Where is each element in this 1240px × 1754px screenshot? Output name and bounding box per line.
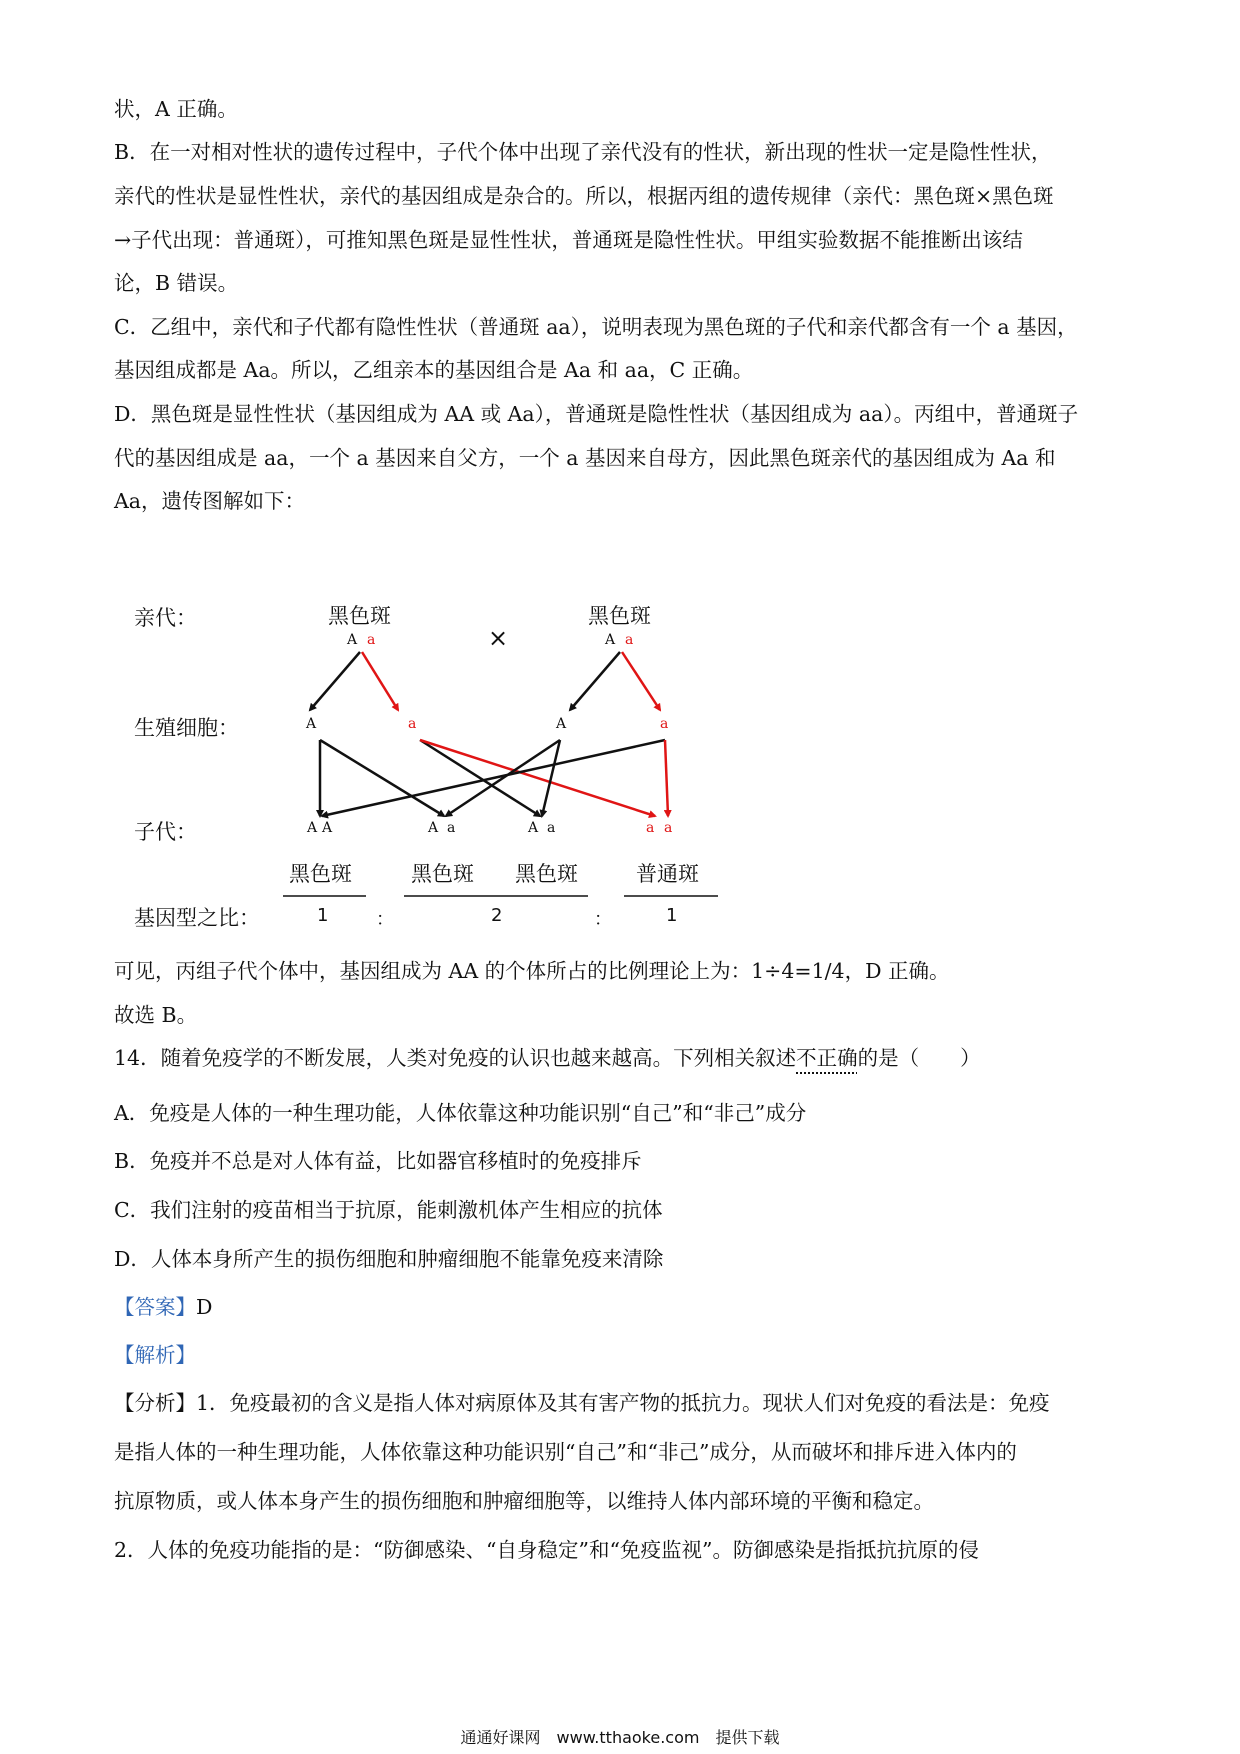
offspring-phenotype: 黑色斑 xyxy=(515,862,578,886)
paragraph-line: B．在一对相对性状的遗传过程中，子代个体中出现了亲代没有的性状，新出现的性状一定是隐性性状， xyxy=(114,140,1052,164)
arrow-a-aa-2 xyxy=(665,740,668,816)
arrow-A-Aa xyxy=(320,740,444,816)
offspring-phenotype: 普通斑 xyxy=(636,862,699,886)
offspring-allele: a xyxy=(664,820,673,836)
arrow-parent2-A xyxy=(570,652,620,710)
parent1-phenotype: 黑色斑 xyxy=(328,604,391,628)
analysis-label: 【解析】 xyxy=(114,1343,196,1367)
allele-A: A xyxy=(347,632,358,648)
arrow-parent2-a xyxy=(622,652,660,710)
gamete-A: A xyxy=(306,716,317,732)
question-stem xyxy=(114,1045,981,1071)
label-offspring: 子代： xyxy=(134,820,197,844)
offspring-allele: a xyxy=(646,820,655,836)
option-c: C．我们注射的疫苗相当于抗原，能刺激机体产生相应的抗体 xyxy=(114,1198,663,1222)
ratio-value: 2 xyxy=(491,905,503,926)
label-parent: 亲代： xyxy=(134,606,197,630)
page-footer: 通通好课网 www.tthaoke.com 提供下载 xyxy=(460,1728,780,1747)
offspring-allele: A xyxy=(322,820,333,836)
allele-A: A xyxy=(605,632,616,648)
paragraph-line: D．黑色斑是显性性状（基因组成为 AA 或 Aa），普通斑是隐性性状（基因组成为 aa）。丙组中，普通斑子 xyxy=(114,402,1079,426)
answer-label: 【答案】 xyxy=(114,1295,196,1319)
arrow-a-AA xyxy=(322,740,665,816)
paragraph-line: Aa，遗传图解如下： xyxy=(114,489,306,513)
arrow-a-Aa xyxy=(420,740,540,816)
arrow-parent1-a xyxy=(362,652,398,710)
analysis-line: 2．人体的免疫功能指的是：“防御感染、“自身稳定”和“免疫监视”。防御感染是指抵抗抗原的侵 xyxy=(114,1538,979,1562)
question-stem-emphasis: 不正确 xyxy=(796,1046,858,1070)
ratio-value: 1 xyxy=(317,905,329,926)
parent2-phenotype: 黑色斑 xyxy=(588,604,651,628)
arrow-a-aa xyxy=(420,740,655,816)
ratio-value: 1 xyxy=(666,905,678,926)
paragraph-line: 论，B 错误。 xyxy=(114,271,239,295)
answer-line xyxy=(114,1294,212,1320)
cross-sign: × xyxy=(488,624,509,652)
analysis-line: 是指人体的一种生理功能，人体依靠这种功能识别“自己”和“非己”成分，从而破坏和排斥进入体内的 xyxy=(114,1440,1017,1464)
allele-a: a xyxy=(367,632,376,648)
analysis-line: 【分析】1．免疫最初的含义是指人体对病原体及其有害产物的抵抗力。现状人们对免疫的看法是：免疫 xyxy=(114,1391,1050,1415)
paragraph-line: 故选 B。 xyxy=(114,1003,198,1027)
offspring-allele: a xyxy=(547,820,556,836)
ratio-colon: ： xyxy=(376,909,394,930)
offspring-phenotype: 黑色斑 xyxy=(289,862,352,886)
option-b: B．免疫并不总是对人体有益，比如器官移植时的免疫排斥 xyxy=(114,1149,642,1173)
paragraph-line: 可见，丙组子代个体中，基因组成为 AA 的个体所占的比例理论上为：1÷4=1/4，D 正确。 xyxy=(114,959,950,983)
gamete-A: A xyxy=(556,716,567,732)
arrow-parent1-A xyxy=(310,652,360,710)
arrow-A-Aa-2 xyxy=(446,740,560,816)
arrow-A-Aa-3 xyxy=(542,740,560,816)
gamete-a: a xyxy=(408,716,417,732)
ratio-colon: ： xyxy=(594,909,612,930)
answer-value: D xyxy=(196,1295,213,1319)
paragraph-line: 代的基因组成是 aa，一个 a 基因来自父方，一个 a 基因来自母方，因此黑色斑亲代的基因组成为 Aa 和 xyxy=(114,446,1056,470)
paragraph-line: 基因组成都是 Aa。所以，乙组亲本的基因组合是 Aa 和 aa，C 正确。 xyxy=(114,358,754,382)
question-stem-text: 的是（ ） xyxy=(857,1046,981,1070)
option-d: D．人体本身所产生的损伤细胞和肿瘤细胞不能靠免疫来清除 xyxy=(114,1247,664,1271)
question-stem-text: 14．随着免疫学的不断发展，人类对免疫的认识也越来越高。下列相关叙述 xyxy=(114,1046,797,1070)
offspring-allele: A xyxy=(528,820,539,836)
paragraph-line: 亲代的性状是显性性状，亲代的基因组成是杂合的。所以，根据丙组的遗传规律（亲代：黑色斑×黑色斑 xyxy=(114,184,1054,208)
option-a: A．免疫是人体的一种生理功能，人体依靠这种功能识别“自己”和“非己”成分 xyxy=(114,1101,807,1125)
label-ratio: 基因型之比： xyxy=(134,906,260,930)
paragraph-line: 状，A 正确。 xyxy=(114,97,238,121)
offspring-phenotype: 黑色斑 xyxy=(411,862,474,886)
offspring-allele: A xyxy=(428,820,439,836)
offspring-allele: A xyxy=(307,820,318,836)
gamete-a: a xyxy=(660,716,669,732)
allele-a: a xyxy=(625,632,634,648)
analysis-line: 抗原物质，或人体本身产生的损伤细胞和肿瘤细胞等，以维持人体内部环境的平衡和稳定。 xyxy=(114,1489,934,1513)
paragraph-line: C．乙组中，亲代和子代都有隐性性状（普通斑 aa），说明表现为黑色斑的子代和亲代都含有一个 a 基因， xyxy=(114,315,1078,339)
paragraph-line: →子代出现：普通斑），可推知黑色斑是显性性状，普通斑是隐性性状。甲组实验数据不能推断出该结 xyxy=(114,228,1023,252)
offspring-allele: a xyxy=(447,820,456,836)
label-gamete: 生殖细胞： xyxy=(134,716,239,740)
